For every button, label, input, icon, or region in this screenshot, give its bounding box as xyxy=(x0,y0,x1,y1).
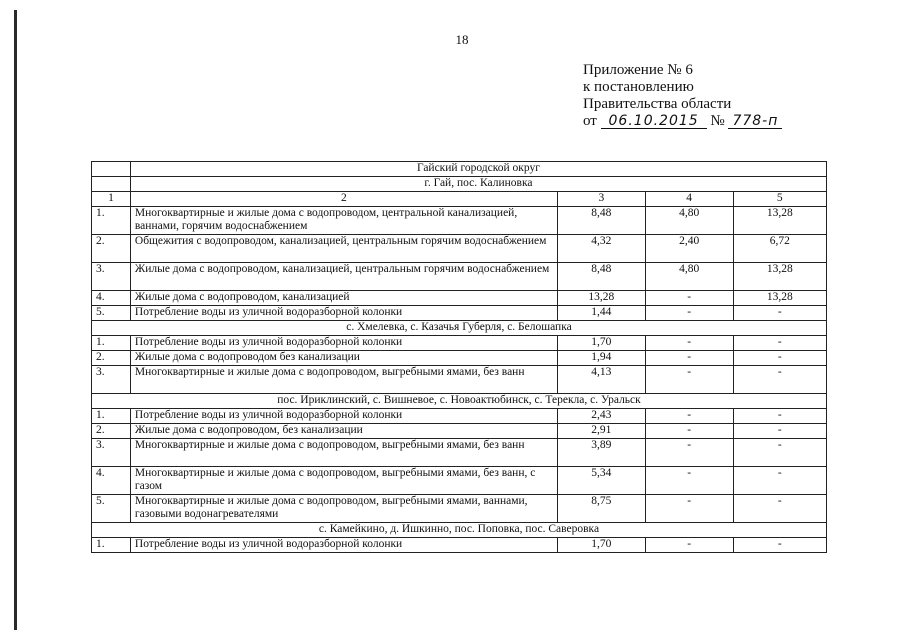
value-col-4: - xyxy=(645,439,733,467)
value-col-5: - xyxy=(733,336,826,351)
value-col-3: 1,70 xyxy=(557,336,645,351)
value-col-5: - xyxy=(733,424,826,439)
column-number: 5 xyxy=(733,192,826,207)
section-heading-row xyxy=(92,177,827,192)
handwritten-date: 06.10.2015 xyxy=(601,115,707,129)
value-col-5: - xyxy=(733,495,826,523)
row-description: Многоквартирные и жилые дома с водопроводом, выгребными ямами, без ванн, с газом xyxy=(130,467,557,495)
value-col-5: 13,28 xyxy=(733,207,826,235)
value-col-5: - xyxy=(733,351,826,366)
table-row xyxy=(92,538,827,553)
date-prefix: от xyxy=(583,113,597,129)
empty-cell xyxy=(92,177,131,192)
row-description: Жилые дома с водопроводом, без канализации xyxy=(130,424,557,439)
empty-cell xyxy=(92,162,131,177)
value-col-4: - xyxy=(645,495,733,523)
row-number: 2. xyxy=(92,424,131,439)
section-heading-row xyxy=(92,523,827,538)
section-heading-row xyxy=(92,394,827,409)
value-col-5: - xyxy=(733,366,826,394)
value-col-3: 8,48 xyxy=(557,263,645,291)
row-number: 3. xyxy=(92,366,131,394)
value-col-4: - xyxy=(645,306,733,321)
row-number: 3. xyxy=(92,439,131,467)
row-number: 1. xyxy=(92,538,131,553)
table-title-row xyxy=(92,162,827,177)
row-number: 1. xyxy=(92,207,131,235)
value-col-3: 1,70 xyxy=(557,538,645,553)
section-heading: пос. Ириклинский, с. Вишневое, с. Новоактюбинск, с. Терекла, с. Уральск xyxy=(92,394,827,409)
value-col-4: - xyxy=(645,467,733,495)
value-col-5: - xyxy=(733,538,826,553)
value-col-4: 4,80 xyxy=(645,207,733,235)
section-heading: с. Камейкино, д. Ишкинно, пос. Поповка, пос. Саверовка xyxy=(92,523,827,538)
value-col-4: - xyxy=(645,538,733,553)
value-col-3: 4,13 xyxy=(557,366,645,394)
appendix-ref: к постановлению xyxy=(583,79,694,95)
row-description: Общежития с водопроводом, канализацией, центральным горячим водоснабжением xyxy=(130,235,557,263)
value-col-4: - xyxy=(645,366,733,394)
table-row xyxy=(92,495,827,523)
value-col-3: 1,44 xyxy=(557,306,645,321)
value-col-5: - xyxy=(733,439,826,467)
appendix-date-line xyxy=(583,113,782,130)
value-col-5: - xyxy=(733,409,826,424)
column-number: 1 xyxy=(92,192,131,207)
table-row xyxy=(92,263,827,291)
value-col-3: 1,94 xyxy=(557,351,645,366)
value-col-3: 5,34 xyxy=(557,467,645,495)
value-col-3: 13,28 xyxy=(557,291,645,306)
value-col-4: 4,80 xyxy=(645,263,733,291)
row-number: 5. xyxy=(92,306,131,321)
value-col-3: 4,32 xyxy=(557,235,645,263)
table-row xyxy=(92,366,827,394)
row-description: Потребление воды из уличной водоразборной колонки xyxy=(130,336,557,351)
row-number: 4. xyxy=(92,291,131,306)
value-col-3: 2,43 xyxy=(557,409,645,424)
row-description: Потребление воды из уличной водоразборной колонки xyxy=(130,538,557,553)
table-row xyxy=(92,439,827,467)
row-number: 2. xyxy=(92,351,131,366)
value-col-3: 8,48 xyxy=(557,207,645,235)
column-number: 2 xyxy=(130,192,557,207)
value-col-4: - xyxy=(645,409,733,424)
row-number: 5. xyxy=(92,495,131,523)
tariff-table xyxy=(91,161,827,553)
row-description: Потребление воды из уличной водоразборной колонки xyxy=(130,409,557,424)
value-col-4: - xyxy=(645,351,733,366)
table-row xyxy=(92,409,827,424)
row-number: 2. xyxy=(92,235,131,263)
row-description: Потребление воды из уличной водоразборной колонки xyxy=(130,306,557,321)
value-col-5: 6,72 xyxy=(733,235,826,263)
value-col-3: 8,75 xyxy=(557,495,645,523)
row-number: 1. xyxy=(92,336,131,351)
row-description: Многоквартирные и жилые дома с водопроводом, выгребными ямами, без ванн xyxy=(130,439,557,467)
appendix-title: Приложение № 6 xyxy=(583,62,693,78)
section-heading-row xyxy=(92,321,827,336)
column-number: 4 xyxy=(645,192,733,207)
table-row xyxy=(92,351,827,366)
handwritten-number: 778-п xyxy=(728,115,782,129)
value-col-5: 13,28 xyxy=(733,291,826,306)
row-description: Многоквартирные и жилые дома с водопроводом, выгребными ямами, без ванн xyxy=(130,366,557,394)
table-row xyxy=(92,424,827,439)
value-col-4: - xyxy=(645,424,733,439)
table-row xyxy=(92,467,827,495)
table-row xyxy=(92,306,827,321)
value-col-5: - xyxy=(733,467,826,495)
row-description: Многоквартирные и жилые дома с водопроводом, выгребными ямами, ваннами, газовыми водонагревателями xyxy=(130,495,557,523)
row-description: Жилые дома с водопроводом, канализацией, центральным горячим водоснабжением xyxy=(130,263,557,291)
row-description: Многоквартирные и жилые дома с водопроводом, центральной канализацией, ваннами, горячим водоснабжением xyxy=(130,207,557,235)
value-col-3: 2,91 xyxy=(557,424,645,439)
row-number: 3. xyxy=(92,263,131,291)
table-row xyxy=(92,291,827,306)
row-description: Жилые дома с водопроводом, канализацией xyxy=(130,291,557,306)
value-col-4: - xyxy=(645,336,733,351)
number-prefix: № xyxy=(710,113,725,129)
value-col-4: - xyxy=(645,291,733,306)
column-number-row xyxy=(92,192,827,207)
scan-edge xyxy=(14,10,17,630)
row-number: 4. xyxy=(92,467,131,495)
table-title: Гайский городской округ xyxy=(130,162,826,177)
appendix-header xyxy=(583,62,782,130)
section-heading: г. Гай, пос. Калиновка xyxy=(130,177,826,192)
value-col-3: 3,89 xyxy=(557,439,645,467)
table-row xyxy=(92,207,827,235)
section-heading: с. Хмелевка, с. Казачья Губерля, с. Белошапка xyxy=(92,321,827,336)
value-col-5: - xyxy=(733,306,826,321)
page-number: 18 xyxy=(455,32,469,47)
row-description: Жилые дома с водопроводом без канализации xyxy=(130,351,557,366)
row-number: 1. xyxy=(92,409,131,424)
column-number: 3 xyxy=(557,192,645,207)
appendix-authority: Правительства области xyxy=(583,96,732,112)
value-col-5: 13,28 xyxy=(733,263,826,291)
value-col-4: 2,40 xyxy=(645,235,733,263)
table-row xyxy=(92,235,827,263)
table-row xyxy=(92,336,827,351)
